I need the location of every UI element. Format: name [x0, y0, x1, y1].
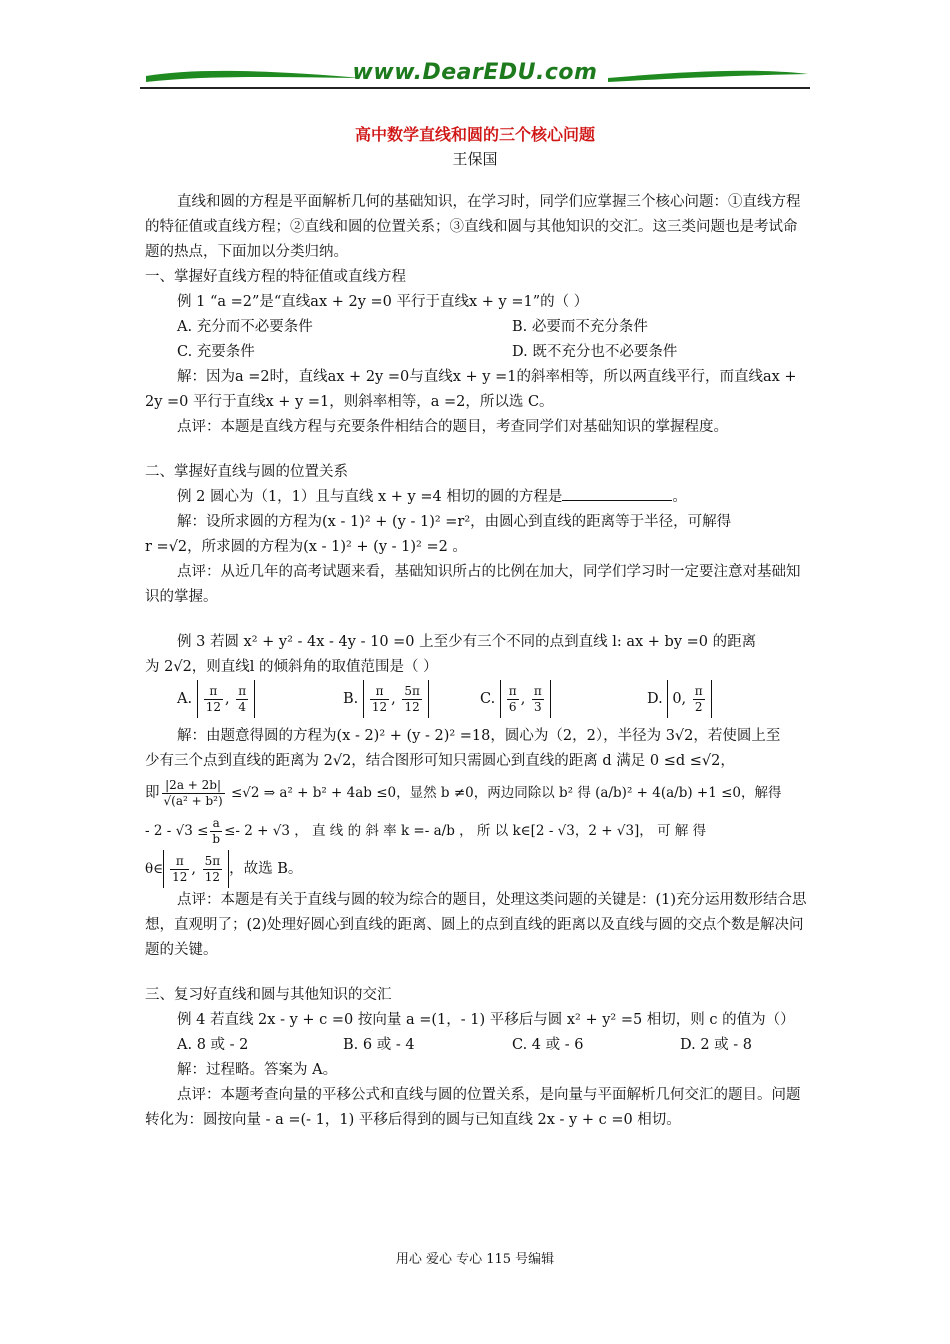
section2-heading: 二、掌握好直线与圆的位置关系 [145, 464, 348, 480]
example1-options-row1 [145, 315, 810, 340]
option-a-interval: $\frac{\pi}{12}$ , $\frac{\pi}{4}$ [197, 680, 255, 718]
option-c-label: C. [480, 691, 496, 707]
fraction: $\frac{\pi}{12}$ [371, 683, 388, 714]
example3-solution-line2: 少有三个点到直线的距离为 2√2，结合图形可知只需圆心到直线的距离 d 满足 0 ≤d ≤√2， [145, 753, 735, 769]
section1-heading: 一、掌握好直线方程的特征值或直线方程 [145, 269, 406, 285]
option-d-label: D. [647, 691, 663, 707]
example2-solution-line2: r =√2，所求圆的方程为(x - 1)² + (y - 1)² =2 。 [145, 539, 467, 555]
example2-question [145, 485, 810, 510]
example2-end: 。 [672, 489, 687, 505]
header-rule [140, 87, 810, 89]
article-body [145, 190, 810, 1133]
example4-comment: 点评：本题考查向量的平移公式和直线与圆的位置关系，是向量与平面解析几何交汇的题目。问题转化为：圆按向量 - a =(- 1，1) 平移后得到的圆与已知直线 2x - y + c =0 相切。 [145, 1087, 801, 1128]
example4-option-a: A. 8 或 - 2 [177, 1037, 249, 1053]
example1-option-d: D. 既不充分也不必要条件 [512, 344, 678, 360]
answer-blank[interactable] [562, 486, 672, 501]
fraction: $\frac{\pi}{12}$ [205, 683, 221, 714]
example3-solution-line3: 即 $\frac{|2a + 2b|}{\text{√(a² + b²)}}$ ≤√2 ⇒ a² + b² + 4ab ≤0，显然 b ≠0，两边同除以 b² 得 (a/b)² + 4(a/b) +1 ≤0，解得 [145, 777, 782, 808]
example3-question-line1: 例 3 若圆 x² + y² - 4x - 4y - 10 =0 上至少有三个不同的点到直线 l: ax + by =0 的距离 [177, 634, 757, 650]
example4-option-c: C. 4 或 - 6 [512, 1037, 584, 1053]
example1-option-b: B. 必要而不充分条件 [512, 319, 648, 335]
option-b-interval: $\frac{\pi}{12}$ , $\frac{5\pi}{12}$ [363, 680, 429, 718]
example4-options [145, 1033, 810, 1058]
fraction: $\frac{\pi}{4}$ [238, 683, 247, 714]
example4-question: 例 4 若直线 2x - y + c =0 按向量 a =(1，- 1) 平移后与圆 x² + y² =5 相切，则 c 的值为（） [177, 1012, 795, 1028]
example3-option-c [480, 680, 551, 718]
example3-options [145, 680, 810, 724]
example1-solution: 解：因为a =2时，直线ax + 2y =0与直线x + y =1的斜率相等，所以两直线平行，而直线ax + 2y =0 平行于直线x + y =1，则斜率相等，a =2，所以选 C。 [145, 369, 797, 410]
example2-comment: 点评：从近几年的高考试题来看，基础知识所占的比例在加大，同学们学习时一定要注意对基础知识的掌握。 [145, 564, 801, 605]
example3-option-b [343, 680, 429, 718]
example1-question: 例 1 “a =2”是“直线ax + 2y =0 平行于直线x + y =1”的（ ） [177, 294, 589, 310]
intro-paragraph: 直线和圆的方程是平面解析几何的基础知识，在学习时，同学们应掌握三个核心问题：①直线方程的特征值或直线方程；②直线和圆的位置关系；③直线和圆与其他知识的交汇。这三类问题也是考试命题的热点，下面加以分类归纳。 [145, 194, 801, 260]
option-c-interval: $\frac{\pi}{6}$ , $\frac{\pi}{3}$ [500, 680, 551, 718]
option-b-label: B. [343, 691, 359, 707]
example3-solution-line4: - 2 - √3 ≤ $\frac{a}{b}$ ≤- 2 + √3 ， 直 线 的 斜 率 k =- a/b ， 所 以 k∈[2 - √3，2 + √3]， 可 解 得 [145, 815, 707, 846]
section3-heading: 三、复习好直线和圆与其他知识的交汇 [145, 987, 392, 1003]
example3-option-d [647, 680, 712, 718]
example3-solution-line1: 解：由题意得圆的方程为(x - 2)² + (y - 2)² =18，圆心为（2，2），半径为 3√2，若使圆上至 [177, 728, 781, 744]
example4-solution: 解：过程略。答案为 A。 [177, 1062, 338, 1078]
fraction: $\frac{5\pi}{12}$ [404, 683, 420, 714]
example1-comment: 点评：本题是直线方程与充要条件相结合的题目，考查同学们对基础知识的掌握程度。 [177, 419, 728, 435]
example3-solution-line5: θ∈ $\frac{\pi}{12}$ , $\frac{5\pi}{12}$ ，故选 B。 [145, 850, 810, 888]
example1-option-a: A. 充分而不必要条件 [177, 319, 313, 335]
example1-options-row2 [145, 340, 810, 365]
example2-solution-line1: 解：设所求圆的方程为(x - 1)² + (y - 1)² =r²，由圆心到直线的距离等于半径，可解得 [177, 514, 732, 530]
fraction: $\frac{a}{b}$ [212, 815, 221, 846]
fraction: $\frac{|2a + 2b|}{\text{√(a² + b²)}}$ [163, 777, 223, 808]
example3-option-a [177, 680, 255, 718]
site-header [140, 60, 810, 96]
page-title: 高中数学直线和圆的三个核心问题 [354, 125, 595, 144]
fraction: $\frac{\pi}{6}$ [508, 683, 517, 714]
example1-option-c: C. 充要条件 [177, 344, 255, 360]
fraction: $\frac{\pi}{12}$ [172, 853, 188, 884]
fraction: $\frac{5\pi}{12}$ [204, 853, 221, 884]
example3-question-line2: 为 2√2，则直线l 的倾斜角的取值范围是（ ） [145, 659, 438, 675]
example2-text: 例 2 圆心为（1，1）且与直线 x + y =4 相切的圆的方程是 [177, 489, 563, 505]
site-logo[interactable]: www.DearEDU.com [352, 60, 598, 85]
option-a-label: A. [177, 691, 193, 707]
answer-interval: $\frac{\pi}{12}$ , $\frac{5\pi}{12}$ [163, 850, 229, 888]
option-d-interval: 0, $\frac{\pi}{2}$ [667, 680, 711, 718]
example4-option-b: B. 6 或 - 4 [343, 1037, 415, 1053]
example3-comment: 点评：本题是有关于直线与圆的较为综合的题目，处理这类问题的关键是：(1)充分运用数形结合思想，直观明了；(2)处理好圆心到直线的距离、圆上的点到直线的距离以及直线与圆的交点个数是解决问题的关键。 [145, 892, 807, 958]
example4-option-d: D. 2 或 - 8 [680, 1037, 753, 1053]
fraction: $\frac{\pi}{2}$ [694, 683, 703, 714]
author-name: 王保国 [452, 150, 498, 168]
fraction: $\frac{\pi}{3}$ [533, 683, 542, 714]
page-footer: 用心 爱心 专心 115 号编辑 [395, 1252, 555, 1267]
